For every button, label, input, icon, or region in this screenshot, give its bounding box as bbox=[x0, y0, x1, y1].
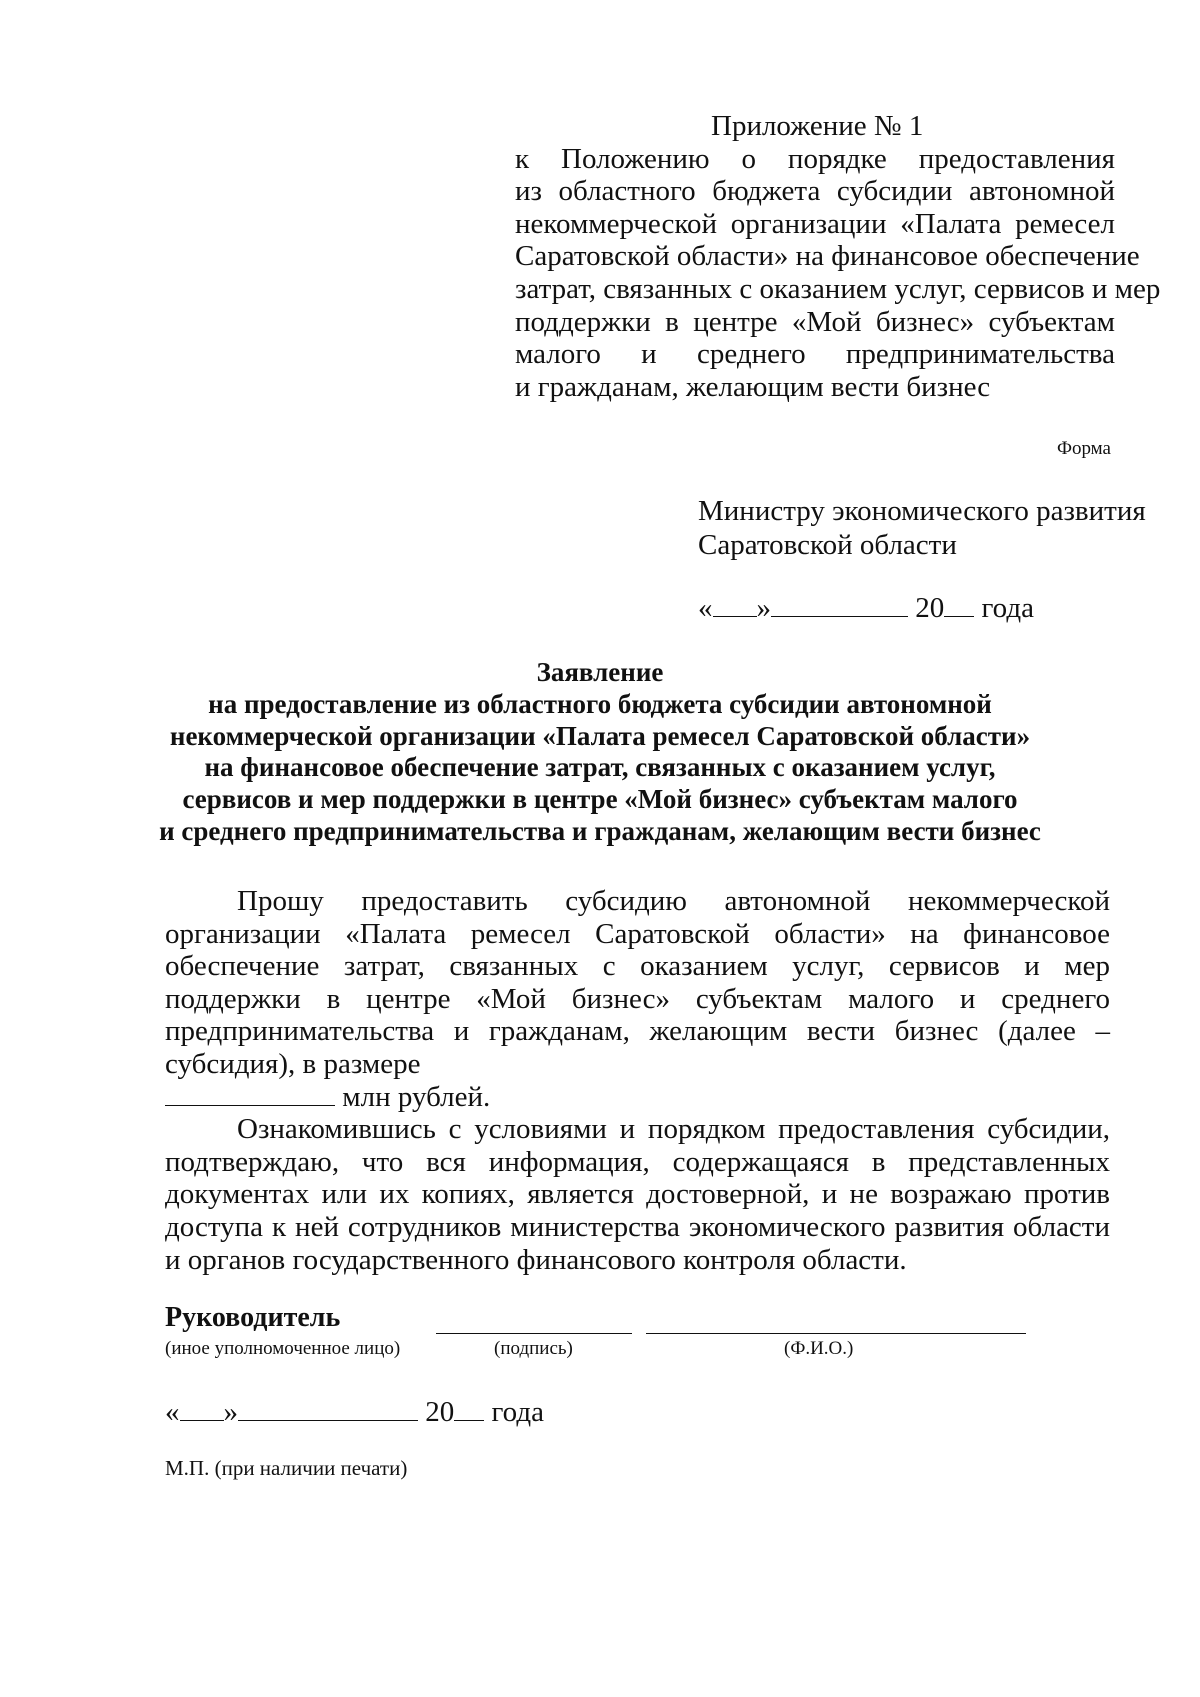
signature-title: Руководитель bbox=[165, 1302, 341, 1333]
signature-caption: (подпись) bbox=[494, 1338, 573, 1359]
appendix-line: Саратовской области» на финансовое обеспечение bbox=[515, 240, 1140, 273]
appendix-line: малого и среднего предпринимательства bbox=[515, 338, 1115, 371]
date-open-quote: « bbox=[165, 1396, 180, 1428]
document-heading bbox=[100, 657, 1100, 848]
date-close-quote: » bbox=[223, 1396, 238, 1428]
year-blank[interactable] bbox=[944, 592, 974, 617]
year-prefix: 20 bbox=[425, 1396, 455, 1428]
appendix-line: некоммерческой организации «Палата ремесел bbox=[515, 207, 1115, 240]
paragraph-confirmation: Ознакомившись с условиями и порядком предоставления субсидии, подтверждаю, что вся информация, содержащаяся в представленных документах или их копиях, является достоверной, и не возражаю против доступа к ней сотрудников министерства экономического развития области и органов государственного финансового контроля области. bbox=[165, 1113, 1110, 1276]
day-blank[interactable] bbox=[713, 592, 757, 617]
amount-blank[interactable] bbox=[165, 1081, 335, 1106]
month-blank[interactable] bbox=[238, 1396, 418, 1421]
appendix-line: и гражданам, желающим вести бизнес bbox=[515, 370, 991, 403]
appendix-line: затрат, связанных с оказанием услуг, сервисов и мер bbox=[515, 272, 1161, 305]
body-text bbox=[165, 885, 1110, 1276]
amount-unit: млн рублей. bbox=[342, 1080, 491, 1113]
date-close-quote: » bbox=[756, 592, 771, 624]
addressee-line: Саратовской области bbox=[698, 529, 957, 561]
appendix-line: поддержки в центре «Мой бизнес» субъектам bbox=[515, 305, 1115, 338]
year-blank[interactable] bbox=[454, 1396, 484, 1421]
day-blank[interactable] bbox=[180, 1396, 224, 1421]
date-field-top bbox=[698, 592, 1034, 625]
appendix-block bbox=[515, 110, 1161, 403]
year-word: года bbox=[491, 1396, 544, 1428]
heading-line: на финансовое обеспечение затрат, связанных с оказанием услуг, bbox=[204, 752, 996, 783]
month-blank[interactable] bbox=[771, 592, 908, 617]
form-label: Форма bbox=[1056, 438, 1111, 459]
role-caption: (иное уполномоченное лицо) bbox=[165, 1338, 401, 1359]
appendix-line: к Положению о порядке предоставления bbox=[515, 142, 1115, 175]
paragraph-request-text: Прошу предоставить субсидию автономной некоммерческой организации «Палата ремесел Саратовской области» на финансовое обеспечение затрат, связанных с оказанием услуг, сервисов и мер поддержки в центре «Мой бизнес» субъектам малого и среднего предпринимательства и гражданам, желающим вести бизнес (далее – субсидия), в размере bbox=[165, 885, 1110, 1080]
appendix-title: Приложение № 1 bbox=[711, 110, 924, 142]
heading-line: и среднего предпринимательства и гражданам, желающим вести бизнес bbox=[159, 815, 1041, 846]
year-prefix: 20 bbox=[915, 592, 945, 624]
stamp-note: М.П. (при наличии печати) bbox=[165, 1456, 408, 1480]
date-open-quote: « bbox=[698, 592, 713, 624]
heading-title: Заявление bbox=[536, 657, 664, 687]
heading-line: на предоставление из областного бюджета субсидии автономной bbox=[208, 688, 992, 719]
signature-blank[interactable] bbox=[436, 1333, 632, 1334]
addressee-line: Министру экономического развития bbox=[698, 495, 1146, 527]
date-field-bottom bbox=[165, 1396, 544, 1429]
addressee-block bbox=[698, 494, 1146, 562]
full-name-blank[interactable] bbox=[646, 1333, 1026, 1334]
name-caption: (Ф.И.О.) bbox=[784, 1338, 854, 1359]
heading-line: некоммерческой организации «Палата ремесел Саратовской области» bbox=[169, 720, 1031, 751]
heading-line: сервисов и мер поддержки в центре «Мой бизнес» субъектам малого bbox=[182, 784, 1018, 815]
appendix-line: из областного бюджета субсидии автономной bbox=[515, 175, 1115, 208]
paragraph-request bbox=[165, 885, 1110, 1113]
year-word: года bbox=[981, 592, 1034, 624]
